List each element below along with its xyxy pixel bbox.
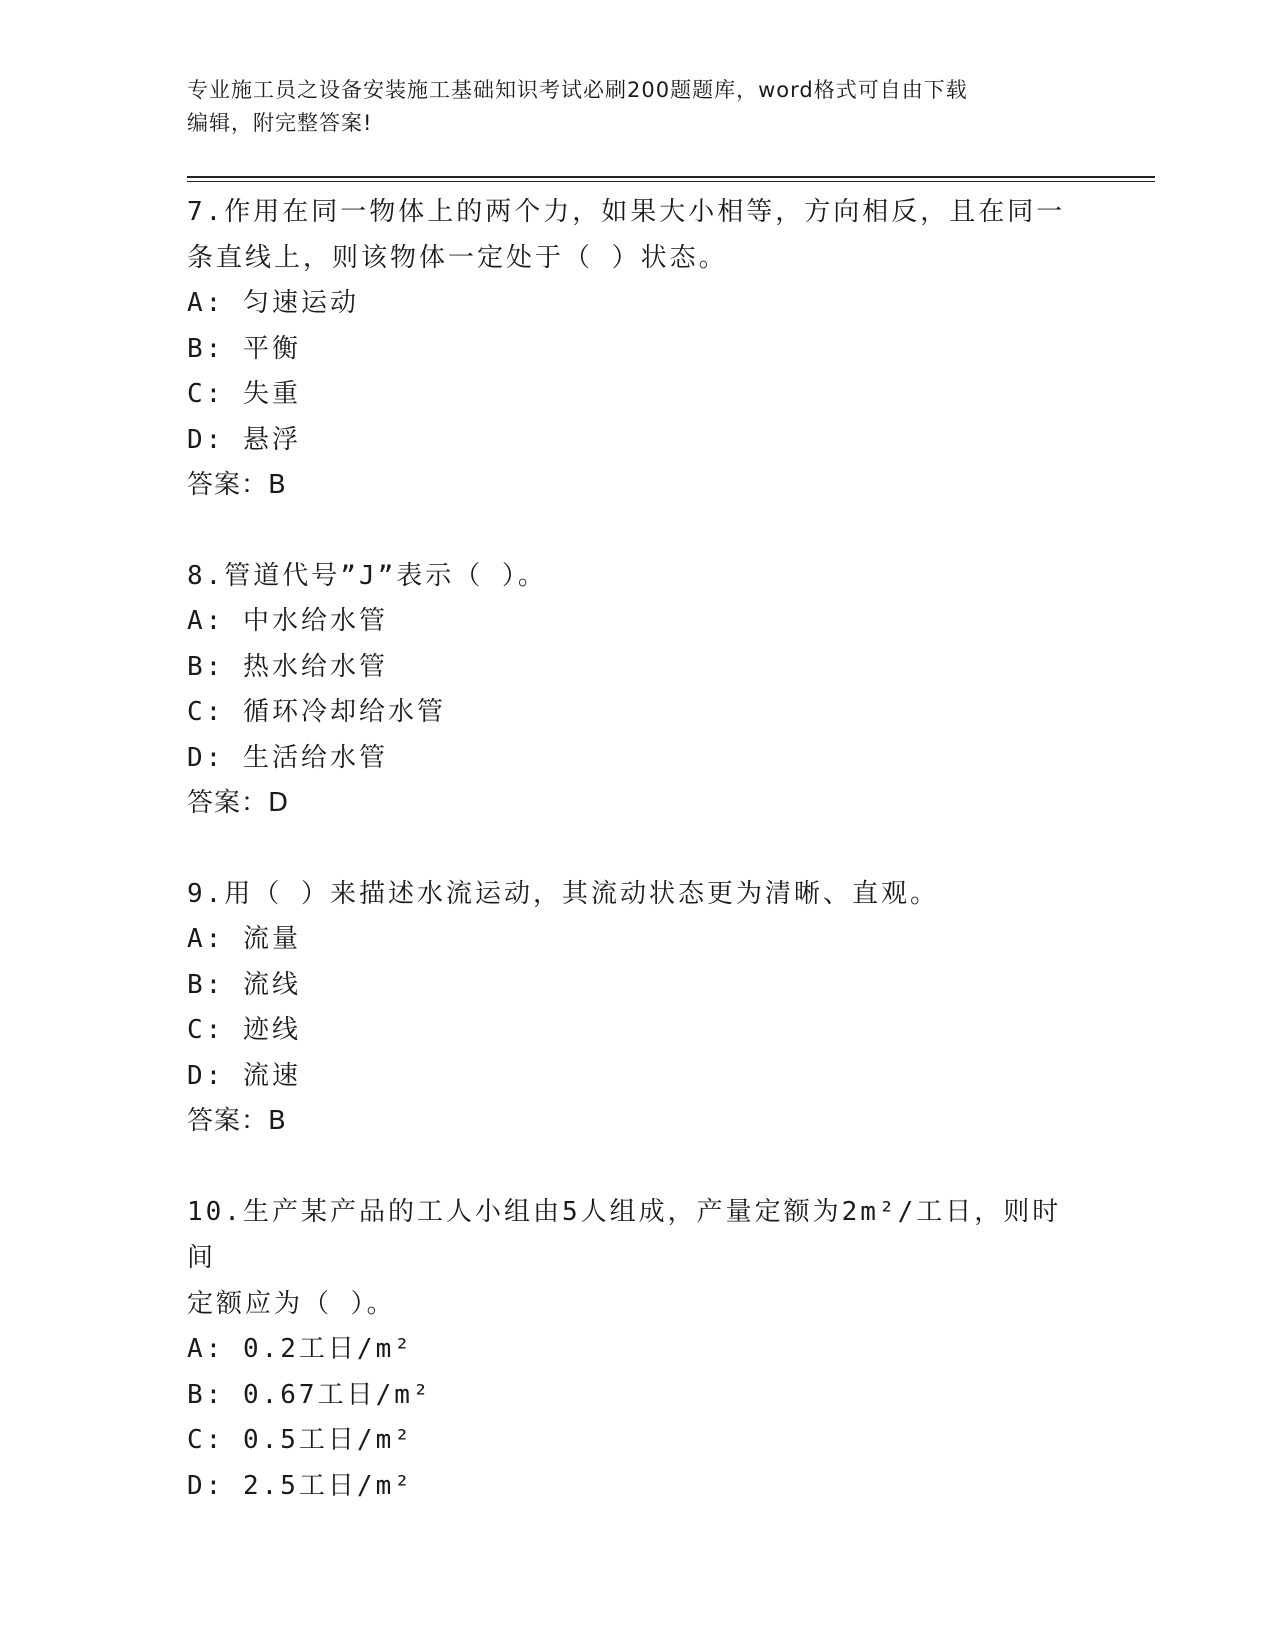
question-10 <box>187 1189 1087 1509</box>
question-spacer <box>187 1144 1087 1189</box>
question-list <box>187 189 1087 1509</box>
question-stem: 7.作用在同一物体上的两个力，如果大小相等，方向相反，且在同一 <box>187 197 1066 227</box>
question-spacer <box>187 826 1087 871</box>
option-a: A: 中水给水管 <box>187 606 388 636</box>
answer: 答案：B <box>187 1106 287 1136</box>
question-stem-continued: 条直线上，则该物体一定处于（ ）状态。 <box>187 243 728 273</box>
option-c: C: 0.5工日/m² <box>187 1425 413 1455</box>
answer: 答案：D <box>187 788 290 818</box>
option-c: C: 循环冷却给水管 <box>187 697 446 727</box>
option-b: B: 热水给水管 <box>187 651 388 682</box>
header-line-2: 编辑，附完整答案! <box>187 111 373 135</box>
question-stem-continued: 定额应为（ ）。 <box>187 1289 396 1319</box>
question-9 <box>187 871 1087 1144</box>
option-d: D: 流速 <box>187 1060 301 1091</box>
document-header <box>187 74 1087 140</box>
option-c: C: 失重 <box>187 379 301 409</box>
option-d: D: 悬浮 <box>187 424 301 455</box>
answer: 答案：B <box>187 470 287 500</box>
question-stem: 9.用（ ）来描述水流运动，其流动状态更为清晰、直观。 <box>187 879 939 909</box>
option-a: A: 匀速运动 <box>187 288 359 318</box>
option-b: B: 平衡 <box>187 333 301 364</box>
option-a: A: 流量 <box>187 924 301 954</box>
question-spacer <box>187 508 1087 553</box>
option-a: A: 0.2工日/m² <box>187 1334 413 1364</box>
header-divider-thick <box>187 176 1155 178</box>
header-line-1: 专业施工员之设备安装施工基础知识考试必刷200题题库，word格式可自由下载 <box>187 78 968 102</box>
header-divider-thin <box>187 181 1155 182</box>
question-7 <box>187 189 1087 508</box>
option-d: D: 生活给水管 <box>187 742 388 773</box>
option-c: C: 迹线 <box>187 1015 301 1045</box>
option-b: B: 0.67工日/m² <box>187 1379 432 1410</box>
option-b: B: 流线 <box>187 969 301 1000</box>
question-stem: 8.管道代号”J”表示（ ）。 <box>187 561 547 591</box>
question-stem: 10.生产某产品的工人小组由5人组成，产量定额为2m²/工日，则时间 <box>187 1197 1062 1273</box>
option-d: D: 2.5工日/m² <box>187 1470 413 1501</box>
question-8 <box>187 553 1087 826</box>
